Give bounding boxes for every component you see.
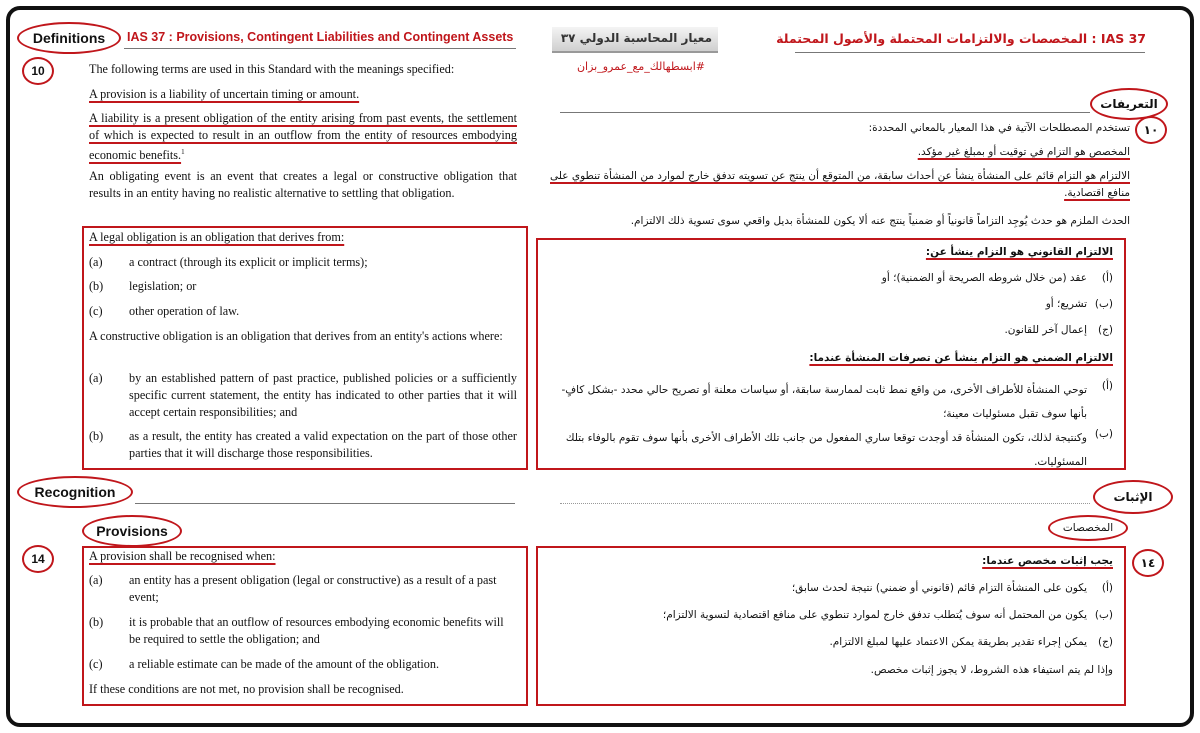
legal-obligation-intro-ar: الالتزام القانوني هو التزام ينشأ عن: <box>925 246 1113 258</box>
recognition-intro-en: A provision shall be recognised when: <box>89 549 276 563</box>
title-rule-en <box>124 48 516 49</box>
para-10-badge-ar: ١٠ <box>1135 116 1167 144</box>
definitions-heading-ar: التعريفات <box>1100 97 1158 111</box>
doc-title-en: IAS 37 : Provisions, Contingent Liabilities and Contingent Assets <box>127 30 514 44</box>
recognition-heading-oval <box>17 476 133 508</box>
recognition-rule-en <box>135 503 515 504</box>
legal-item-a-ar: (أ)عقد (من خلال شروطه الصريحة أو الضمنية)؛ أو <box>881 272 1113 284</box>
recog-item-b-ar: (ب)يكون من المحتمل أنه سوف يُتطلب تدفق خارج لموارد تنطوي على منافع اقتصادية لتسوية الالتزام؛ <box>662 609 1113 621</box>
recognition-closing-ar: وإذا لم يتم استيفاء هذه الشروط، لا يجوز إثبات مخصص. <box>870 664 1113 676</box>
recog-item-a-ar: (أ)يكون على المنشأة التزام قائم (قانوني أو ضمني) نتيجة لحدث سابق؛ <box>791 582 1113 594</box>
recognition-closing-en: If these conditions are not met, no provision shall be recognised. <box>89 682 404 696</box>
legal-item-c-ar: (ج)إعمال آخر للقانون. <box>1004 324 1113 336</box>
legal-item-b: (b) legislation; or <box>89 279 197 293</box>
recog-item-c: (c) a reliable estimate can be made of the amount of the obligation. <box>89 657 439 671</box>
recognition-heading-ar: الإثبات <box>1113 490 1153 504</box>
doc-title-ar: IAS 37 : المخصصات والالتزامات المحتملة والأصول المحتملة <box>776 31 1146 46</box>
provisions-heading-ar: المخصصات <box>1062 522 1114 534</box>
constructive-item-b: (b) as a result, the entity has created a valid expectation on the part of those other parties that it will discharge those responsibilities. <box>89 429 517 460</box>
constructive-item-b-ar: (ب) وكنتيجة لذلك، تكون المنشأة قد أوجدت توقعا ساري المفعول من جانب تلك الأطراف الأخرى بأنها سوف تقوم بالوفاء بتلك المسئوليات. <box>565 428 1113 468</box>
standard-label-ar: معيار المحاسبة الدولي ٣٧ <box>560 31 712 45</box>
definitions-heading-oval <box>17 22 121 54</box>
constructive-intro-en: A constructive obligation is an obligation that derives from an entity's actions where: <box>89 329 503 343</box>
recog-item-c-ar: (ج)يمكن إجراء تقدير بطريقة يمكن الاعتماد عليها لمبلغ الالتزام. <box>829 636 1113 648</box>
provisions-heading-ar-oval <box>1048 515 1128 541</box>
legal-obligation-intro-en: A legal obligation is an obligation that derives from: <box>89 230 345 244</box>
definitions-intro-ar: تستخدم المصطلحات الآتية في هذا المعيار بالمعاني المحددة: <box>868 122 1130 134</box>
recognition-rule-ar <box>560 503 1090 504</box>
obligating-event-definition-ar: الحدث الملزم هو حدث يُوجِد التزاماً قانونياً أو ضمنياً ينتج عنه ألا يكون للمنشأة بديل واقعي سوى تسوية ذلك الالتزام. <box>630 215 1130 227</box>
definitions-heading-ar-oval <box>1090 88 1168 120</box>
recognition-heading-ar-oval <box>1093 480 1173 514</box>
para-14-badge: 14 <box>22 545 54 573</box>
recognition-heading: Recognition <box>34 484 116 500</box>
definitions-rule-ar <box>560 112 1090 113</box>
recognition-intro-ar: يجب إثبات مخصص عندما: <box>982 555 1113 567</box>
provisions-heading-oval <box>82 515 182 547</box>
definitions-heading: Definitions <box>32 30 106 46</box>
constructive-item-a: (a) by an established pattern of past practice, published policies or a sufficiently specific current statement, the entity has indicated to other parties that it will accept certain responsibilities; and <box>89 371 517 419</box>
liability-definition-en: A liability is a present obligation of the entity arising from past events, the settlement of which is expected to result in an outflow from the entity of resources embodying economic benefits.$^1$ <box>89 111 517 163</box>
recognition-box-ar <box>536 546 1126 706</box>
constructive-intro-ar: الالتزام الضمني هو التزام ينشأ عن تصرفات المنشأة عندما: <box>809 352 1113 364</box>
obligating-event-definition-en: An obligating event is an event that creates a legal or constructive obligation that results in an entity having no realistic alternative to settling that obligation. <box>89 169 517 200</box>
definitions-intro-en: The following terms are used in this Standard with the meanings specified: <box>89 62 455 76</box>
liability-definition-ar: الالتزام هو التزام قائم على المنشأة ينشأ عن أحداث سابقة، من المتوقع أن ينتج عن تسويته تدفق خارج لموارد من المنشأة تنطوي على منافع اقتصادية. <box>550 170 1130 199</box>
title-rule-ar <box>795 52 1145 53</box>
legal-item-c: (c) other operation of law. <box>89 304 240 318</box>
recog-item-b: (b) it is probable that an outflow of resources embodying economic benefits will be required to settle the obligation; and <box>89 615 504 646</box>
para-14-badge-ar: ١٤ <box>1132 549 1164 577</box>
hashtag-ar: #ابسطهالك_مع_عمرو_بزان <box>576 60 705 73</box>
provision-definition-ar: المخصص هو التزام في توقيت أو بمبلغ غير مؤكد. <box>917 146 1130 158</box>
para-10-badge: 10 <box>22 57 54 85</box>
provision-definition-en: A provision is a liability of uncertain timing or amount. <box>89 87 360 101</box>
constructive-item-a-ar: (أ) توحي المنشأة للأطراف الأخرى، من واقع نمط ثابت لممارسة سابقة، أو سياسات معلنة أو تصريح حالي محدد -بشكل كافٍ- بأنها سوف تقبل مسئوليات معينة؛ <box>561 380 1113 420</box>
legal-item-b-ar: (ب)تشريع؛ أو <box>1045 298 1113 310</box>
recog-item-a: (a) an entity has a present obligation (legal or constructive) as a result of a past event; <box>89 573 497 604</box>
legal-item-a: (a) a contract (through its explicit or implicit terms); <box>89 255 368 269</box>
provisions-heading: Provisions <box>96 523 168 539</box>
